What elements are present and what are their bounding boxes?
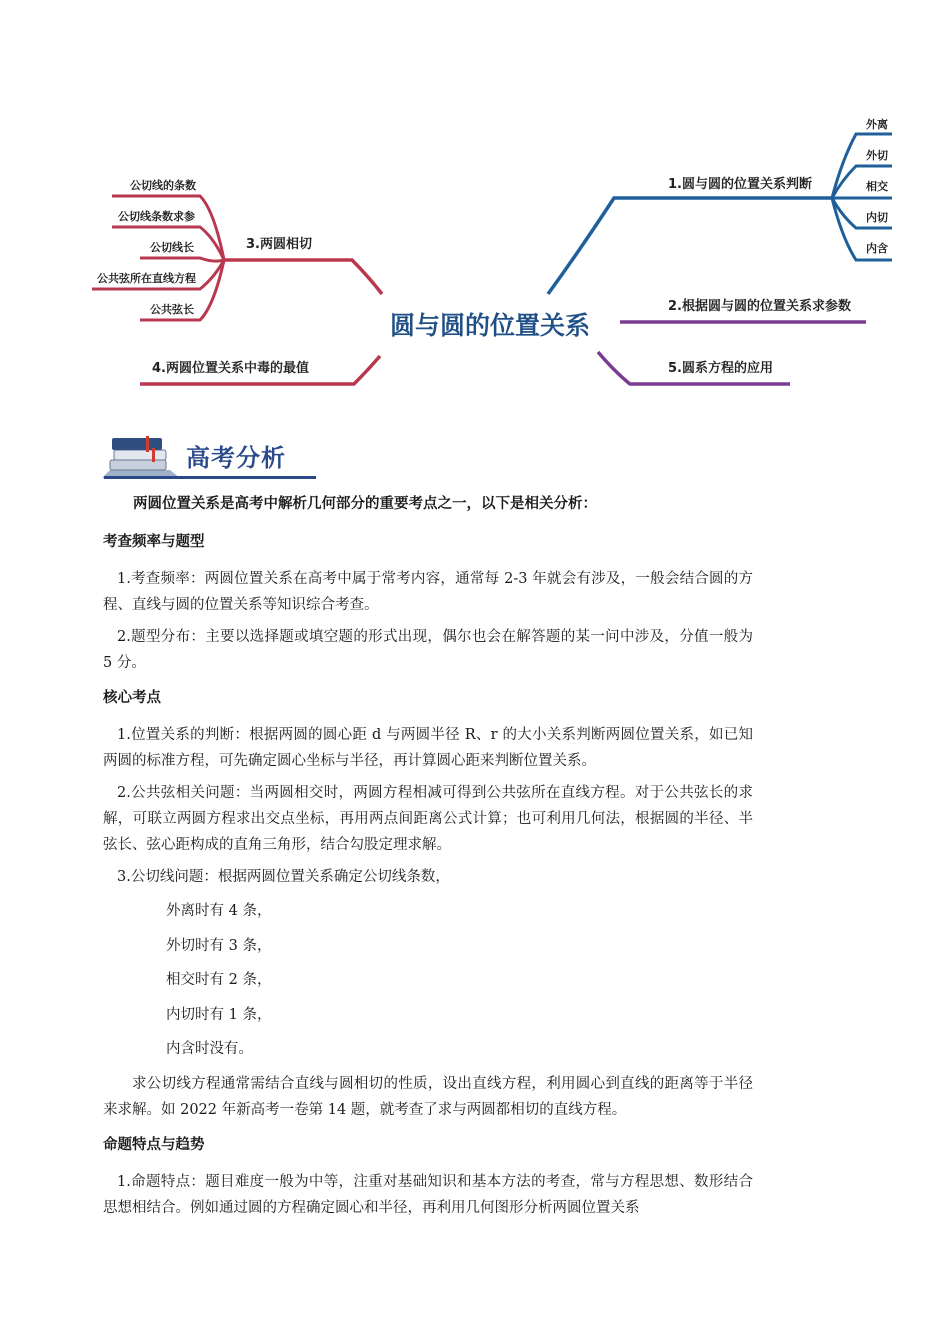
branch-1-child-0: 外离 xyxy=(866,118,888,131)
branch-3-label: 3.两圆相切 xyxy=(246,237,312,252)
books-icon xyxy=(100,430,184,480)
branch-3-child-4: 公共弦长 xyxy=(150,303,194,316)
heading-trends: 命题特点与趋势 xyxy=(103,1136,205,1153)
branch-1-label: 1.圆与圆的位置关系判断 xyxy=(668,177,812,192)
branch-3-child-2: 公切线长 xyxy=(150,241,194,254)
branch-3-child-3: 公共弦所在直线方程 xyxy=(97,272,196,285)
paragraph: 3.公切线问题：根据两圆位置关系确定公切线条数， xyxy=(117,869,450,885)
paragraph: 1.命题特点：题目难度一般为中等，注重对基础知识和基本方法的考查，常与方程思想、数形结合思想相结合。例如通过圆的方程确定圆心和半径，再利用几何图形分析两圆位置关系 xyxy=(103,1173,753,1216)
section-underline xyxy=(104,476,316,479)
paragraph: 求公切线方程通常需结合直线与圆相切的性质，设出直线方程，利用圆心到直线的距离等于半径来求解。如 2022 年新高考一卷第 14 题，就考查了求与两圆都相切的直线方程。 xyxy=(103,1075,753,1118)
branch-1-child-4: 内含 xyxy=(866,242,888,255)
section-header xyxy=(100,430,320,482)
branch-5-circle-family xyxy=(598,352,790,384)
mind-map-diagram xyxy=(0,100,950,400)
list-item: 内切时有 1 条， xyxy=(166,1006,272,1023)
intro-text: 两圆位置关系是高考中解析几何部分的重要考点之一，以下是相关分析： xyxy=(133,496,597,512)
paragraph: 2.题型分布：主要以选择题或填空题的形式出现，偶尔也会在解答题的某一问中涉及，分值一般为 5 分。 xyxy=(103,629,753,671)
branch-4-extremum xyxy=(140,356,380,384)
paragraph: 2.公共弦相关问题：当两圆相交时，两圆方程相减可得到公共弦所在直线方程。对于公共弦长的求解，可联立两圆方程求出交点坐标，再用两点间距离公式计算；也可利用几何法，根据圆的半径、半弦长、弦心距构成的直角三角形，结合勾股定理求解。 xyxy=(103,785,753,853)
heading-frequency: 考查频率与题型 xyxy=(103,534,205,550)
branch-1-child-3: 内切 xyxy=(866,211,888,224)
branch-3-child-1: 公切线条数求参 xyxy=(118,210,195,223)
branch-3-child-0: 公切线的条数 xyxy=(130,179,196,192)
branch-5-label: 5.圆系方程的应用 xyxy=(668,361,773,376)
branch-1-position-judgement xyxy=(548,117,892,294)
section-title: 高考分析 xyxy=(186,444,286,472)
list-item: 外切时有 3 条， xyxy=(166,937,272,954)
paragraph: 1.位置关系的判断：根据两圆的圆心距 d 与两圆半径 R、r 的大小关系判断两圆位置关系，如已知两圆的标准方程，可先确定圆心坐标与半径，再计算圆心距来判断位置关系。 xyxy=(103,727,753,769)
branch-3-tangent xyxy=(92,178,382,320)
heading-core-points: 核心考点 xyxy=(103,690,161,706)
analysis-content xyxy=(103,492,753,1227)
list-item: 相交时有 2 条， xyxy=(166,972,272,988)
list-item: 外离时有 4 条， xyxy=(166,903,272,919)
branch-1-child-2: 相交 xyxy=(866,180,888,193)
list-item: 内含时没有。 xyxy=(166,1041,253,1057)
paragraph: 1.考查频率：两圆位置关系在高考中属于常考内容，通常每 2-3 年就会有涉及，一般会结合圆的方程、直线与圆的位置关系等知识综合考查。 xyxy=(103,571,753,613)
branch-2-parameters xyxy=(620,298,866,322)
branch-2-label: 2.根据圆与圆的位置关系求参数 xyxy=(668,299,851,314)
mind-map-center-title: 圆与圆的位置关系 xyxy=(389,311,591,340)
branch-1-child-1: 外切 xyxy=(866,149,888,162)
branch-4-label: 4.两圆位置关系中毒的最值 xyxy=(152,361,309,376)
